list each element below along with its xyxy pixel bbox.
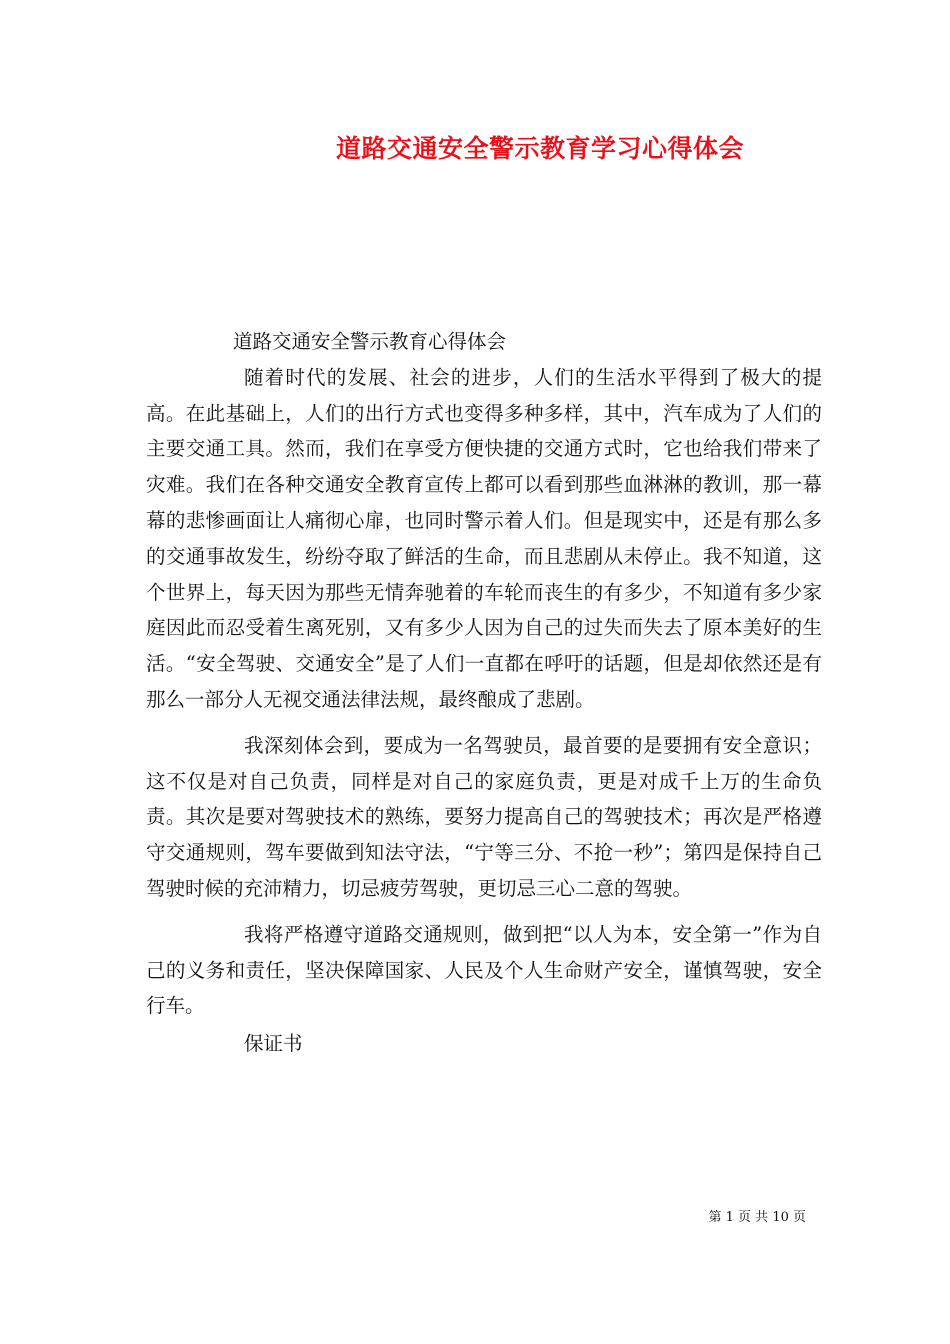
document-subtitle: 道路交通安全警示教育心得体会 [233, 330, 507, 353]
closing-heading: 保证书 [244, 1032, 303, 1056]
page-number: 第 1 页 共 10 页 [708, 1210, 806, 1225]
document-title: 道路交通安全警示教育学习心得体会 [335, 134, 744, 163]
document-body [146, 324, 822, 1062]
paragraph-1: 随着时代的发展、社会的进步，人们的生活水平得到了极大的提高。在此基础上，人们的出行方式也变得多种多样，其中，汽车成为了人们的主要交通工具。然而，我们在享受方便快捷的交通方式时，它也给我们带来了灾难。我们在各种交通安全教育宣传上都可以看到那些血淋淋的教训，那一幕幕的悲惨画面让人痛彻心扉，也同时警示着人们。但是现实中，还是有那么多的交通事故发生，纷纷夺取了鲜活的生命，而且悲剧从未停止。我不知道，这个世界上，每天因为那些无情奔驰着的车轮而丧生的有多少，不知道有多少家庭因此而忍受着生离死别，又有多少人因为自己的过失而失去了原本美好的生活。“安全驾驶、交通安全”是了人们一直都在呼吁的话题，但是却依然还是有那么一部分人无视交通法律法规，最终酿成了悲剧。 [146, 365, 822, 711]
paragraph-2: 我深刻体会到，要成为一名驾驶员，最首要的是要拥有安全意识；这不仅是对自己负责，同样是对自己的家庭负责，更是对成千上万的生命负责。其次是要对驾驶技术的熟练，要努力提高自己的驾驶技术；再次是严格遵守交通规则，驾车要做到知法守法，“宁等三分、不抢一秒”；第四是保持自己驾驶时候的充沛精力，切忌疲劳驾驶，更切忌三心二意的驾驶。 [146, 733, 822, 900]
paragraph-3: 我将严格遵守道路交通规则，做到把“以人为本，安全第一”作为自己的义务和责任，坚决保障国家、人民及个人生命财产安全，谨慎驾驶，安全行车。 [146, 922, 822, 1018]
